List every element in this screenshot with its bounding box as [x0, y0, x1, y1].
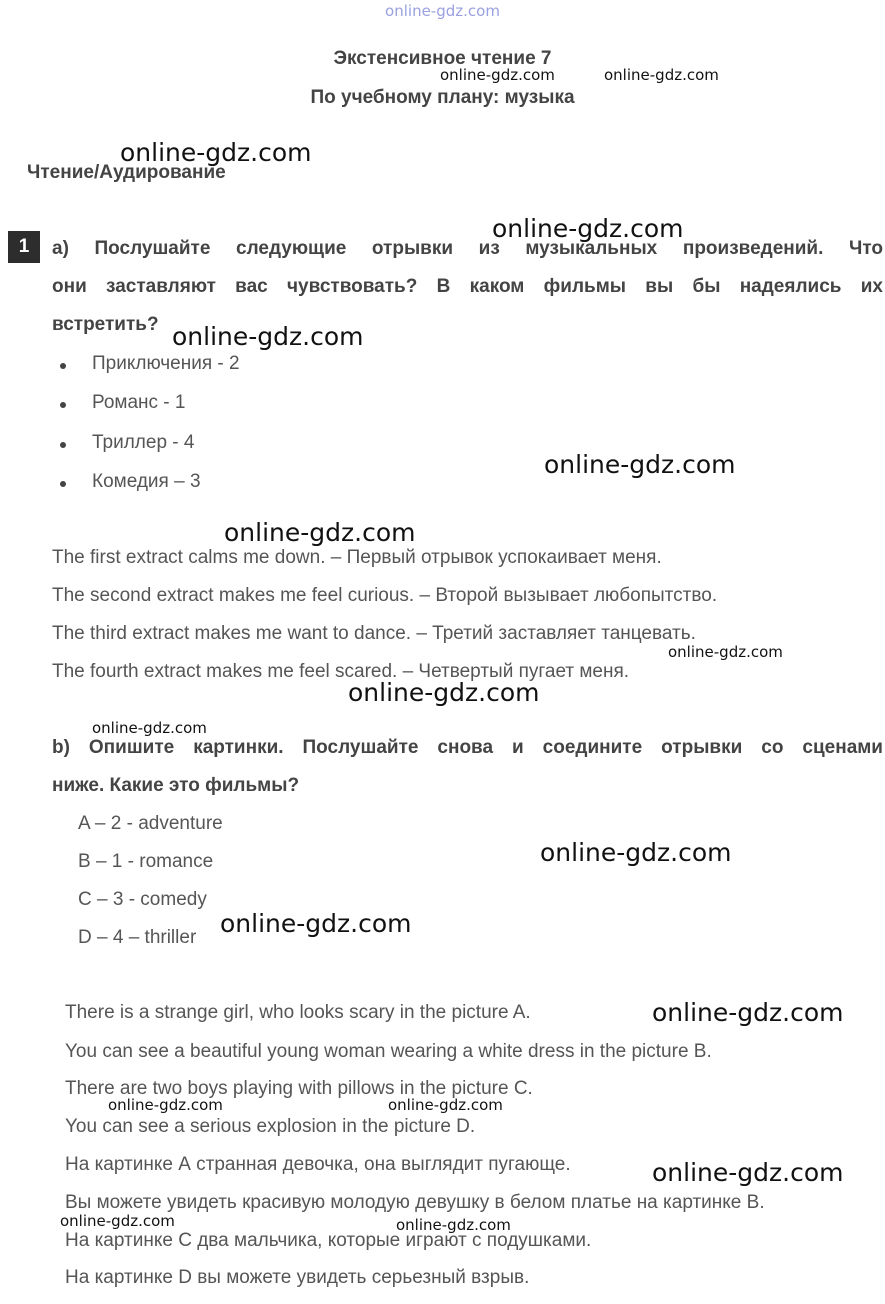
watermark: online-gdz.com [540, 838, 732, 867]
watermark: online-gdz.com [604, 66, 719, 84]
description-sentence: На картинке С два мальчика, которые играют с подушками. [65, 1230, 592, 1251]
watermark: online-gdz.com [652, 1158, 844, 1187]
match-item: C – 3 - comedy [78, 889, 207, 910]
description-sentence: You can see a beautiful young woman wearing a white dress in the picture B. [65, 1041, 712, 1062]
description-sentence: На картинке D вы можете увидеть серьезный взрыв. [65, 1267, 530, 1288]
part-b-question-line-2: ниже. Какие это фильмы? [52, 775, 300, 796]
watermark: online-gdz.com [120, 138, 312, 167]
bullet-dot [60, 363, 66, 369]
match-item: D – 4 – thriller [78, 927, 197, 948]
watermark: online-gdz.com [492, 214, 684, 243]
description-sentence: There is a strange girl, who looks scary in the picture A. [65, 1002, 531, 1023]
watermark: online-gdz.com [668, 643, 783, 661]
watermark: online-gdz.com [396, 1216, 511, 1234]
watermark: online-gdz.com [108, 1096, 223, 1114]
watermark: online-gdz.com [224, 518, 416, 547]
description-sentence: Вы можете увидеть красивую молодую девушку в белом платье на картинке В. [65, 1192, 765, 1213]
list-item: Комедия – 3 [92, 471, 201, 492]
description-sentence: You can see a serious explosion in the picture D. [65, 1116, 476, 1137]
watermark: online-gdz.com [544, 450, 736, 479]
bullet-dot [60, 402, 66, 408]
watermark: online-gdz.com [92, 719, 207, 737]
site-watermark-top: online-gdz.com [385, 2, 500, 20]
watermark: online-gdz.com [348, 678, 540, 707]
watermark: online-gdz.com [220, 909, 412, 938]
list-item: Романс - 1 [92, 392, 186, 413]
watermark: online-gdz.com [172, 322, 364, 351]
part-a-question-line-2: они заставляют вас чувствовать? В каком фильмы вы бы надеялись их [52, 276, 883, 297]
page-title: Экстенсивное чтение 7 [333, 48, 552, 69]
bullet-dot [60, 481, 66, 487]
watermark: online-gdz.com [388, 1096, 503, 1114]
description-sentence: There are two boys playing with pillows in the picture C. [65, 1078, 533, 1099]
watermark: online-gdz.com [652, 998, 844, 1027]
match-item: B – 1 - romance [78, 851, 214, 872]
list-item: Приключения - 2 [92, 353, 240, 374]
answer-sentence: The fourth extract makes me feel scared. – Четвертый пугает меня. [52, 661, 630, 682]
part-a-question-line-1: a) Послушайте следующие отрывки из музыкальных произведений. Что [52, 238, 883, 259]
answer-sentence: The third extract makes me want to dance. – Третий заставляет танцевать. [52, 623, 696, 644]
watermark: online-gdz.com [60, 1212, 175, 1230]
page-subtitle: По учебному плану: музыка [310, 87, 575, 108]
description-sentence: На картинке А странная девочка, она выглядит пугающе. [65, 1154, 571, 1175]
list-item: Триллер - 4 [92, 432, 195, 453]
answer-sentence: The second extract makes me feel curious. – Второй вызывает любопытство. [52, 585, 718, 606]
section-label: Чтение/Аудирование [27, 162, 226, 183]
bullet-dot [60, 442, 66, 448]
exercise-number-badge: 1 [8, 231, 40, 263]
part-b-question-line-1: b) Опишите картинки. Послушайте снова и соедините отрывки со сценами [52, 737, 883, 758]
match-item: A – 2 - adventure [78, 813, 223, 834]
watermark: online-gdz.com [440, 66, 555, 84]
part-a-question-line-3: встретить? [52, 314, 159, 335]
answer-sentence: The first extract calms me down. – Первый отрывок успокаивает меня. [52, 547, 662, 568]
